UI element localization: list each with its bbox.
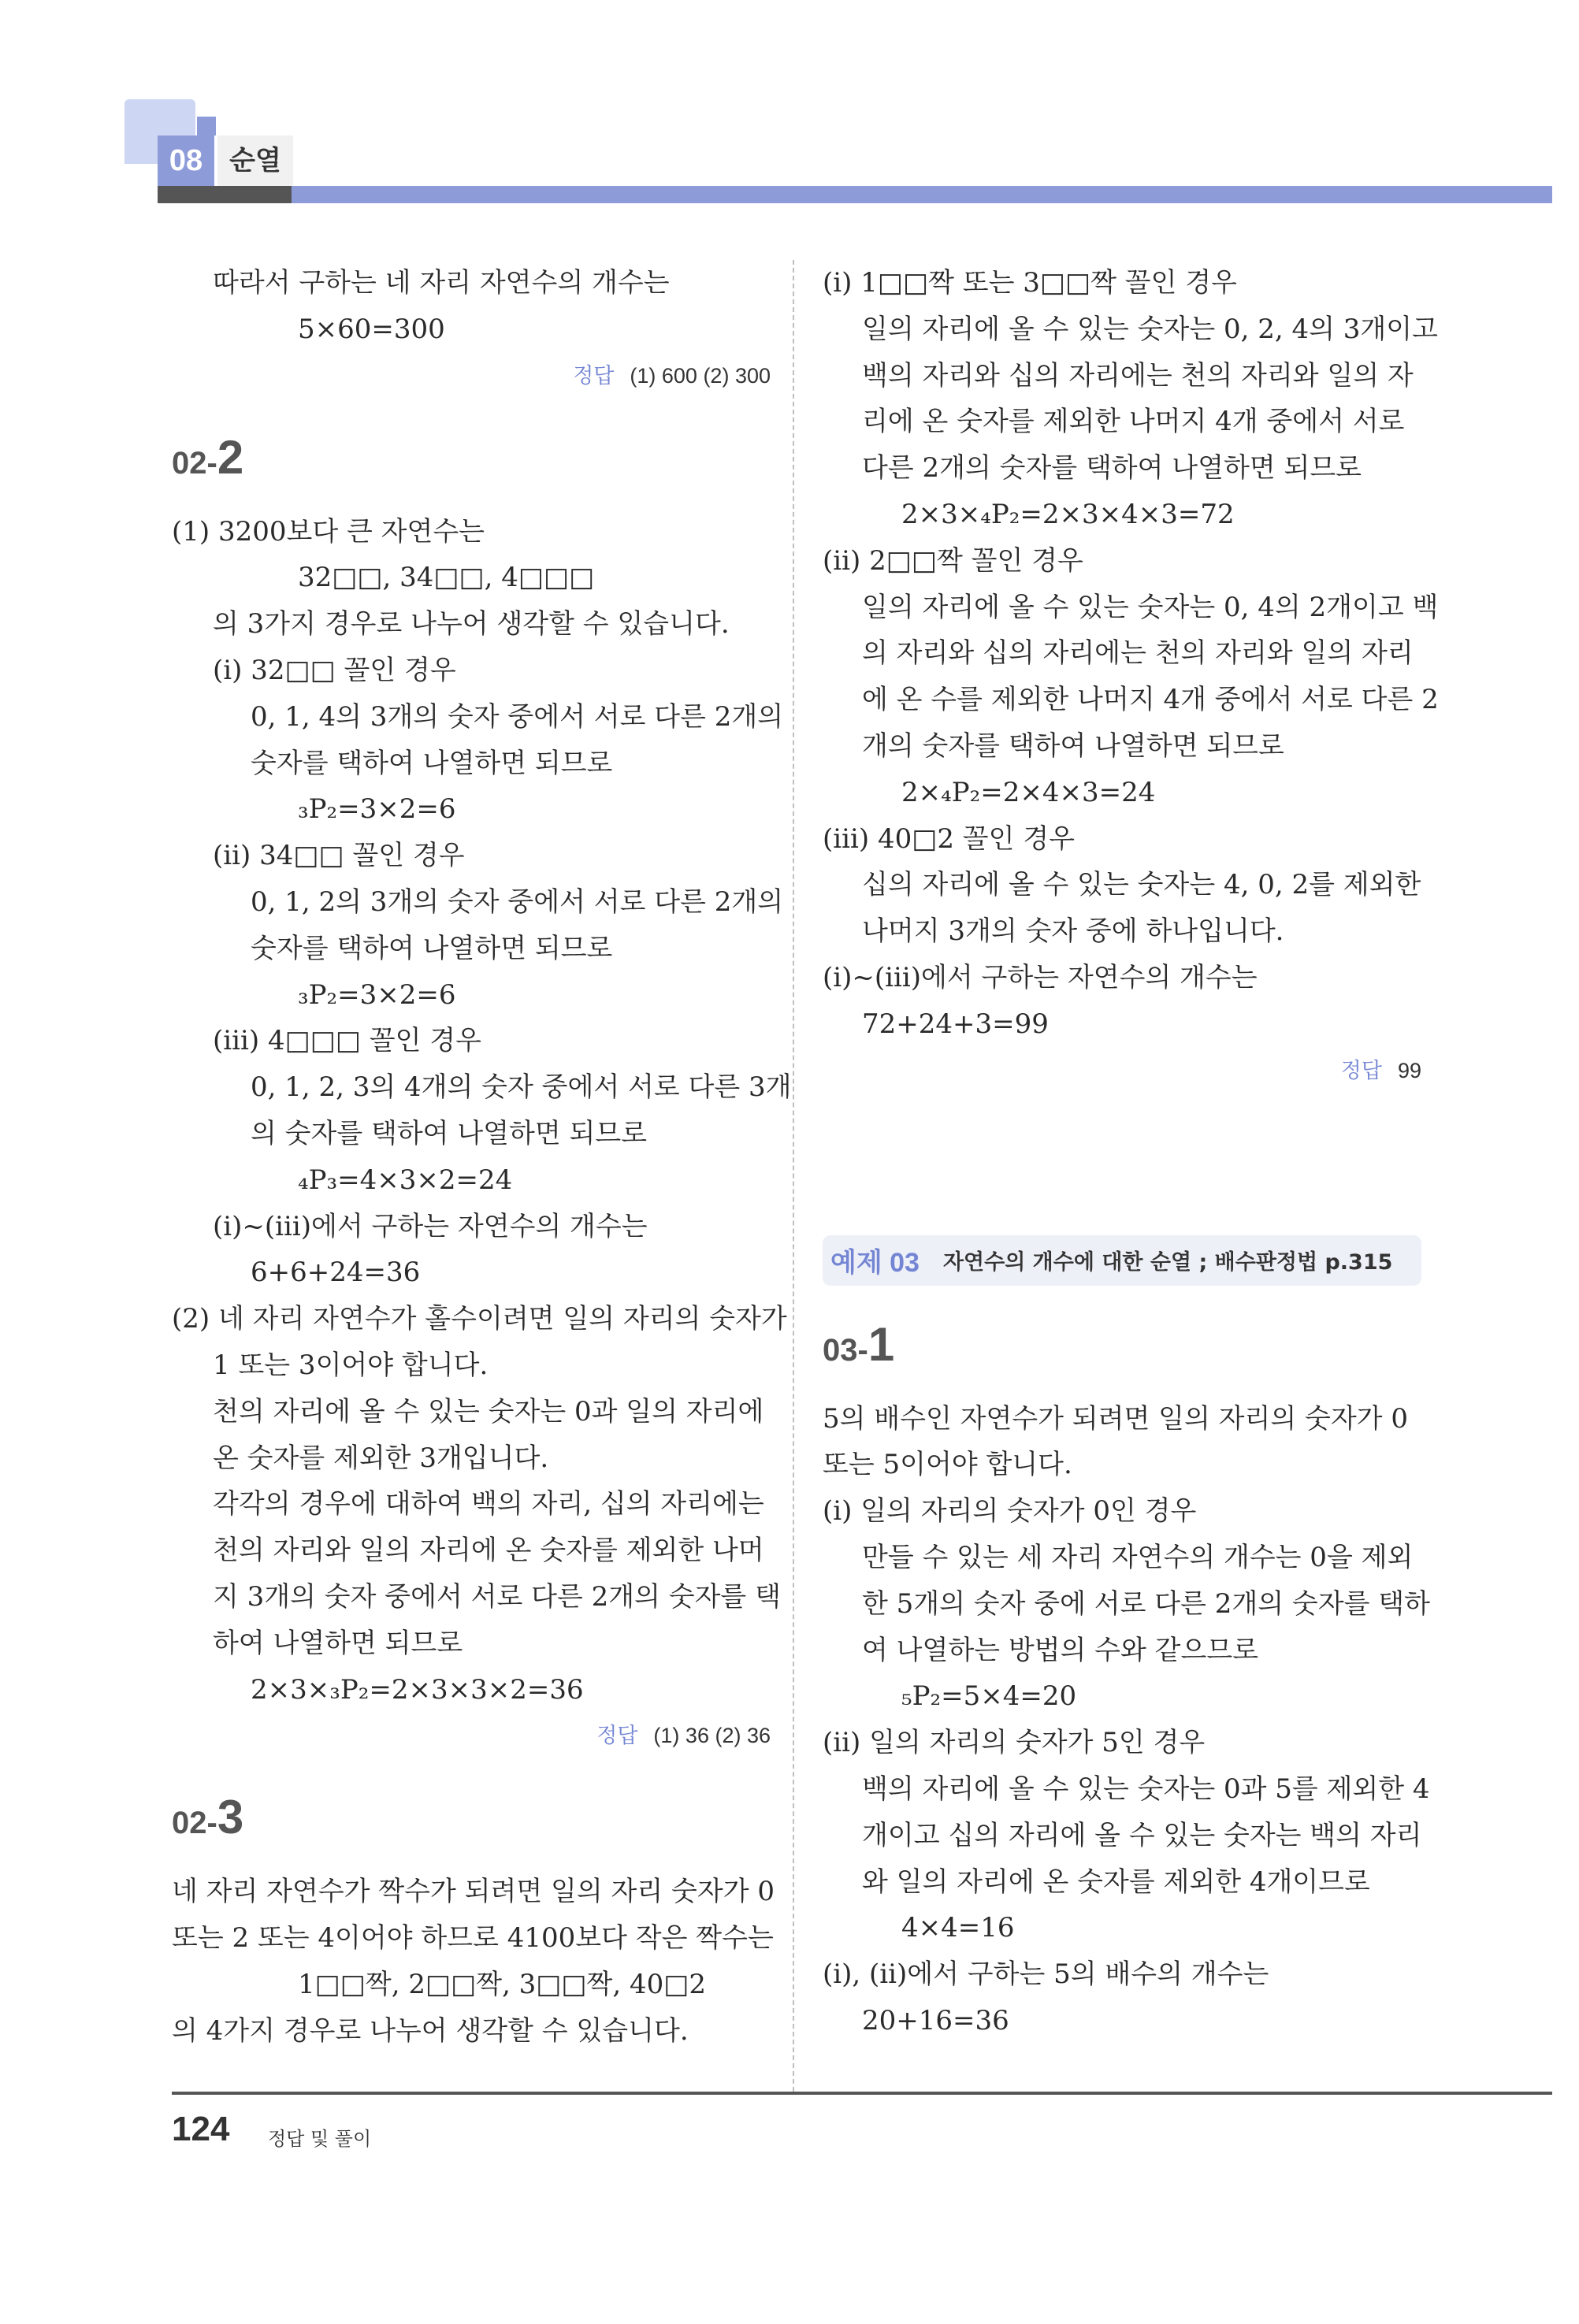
answer-line <box>823 1048 1421 1093</box>
page-number: 124 <box>172 2110 230 2148</box>
text-line: (1) 3200보다 큰 자연수는 <box>172 515 485 548</box>
case-heading: (ⅱ) 34□□ 꼴인 경우 <box>213 840 465 872</box>
text-line: 리에 온 숫자를 제외한 나머지 4개 중에서 서로 <box>862 406 1405 438</box>
header-bar <box>158 186 1552 203</box>
text-line: 5의 배수인 자연수가 되려면 일의 자리의 숫자가 0 <box>823 1402 1408 1435</box>
text-line: 다른 2개의 숫자를 택하여 나열하면 되므로 <box>862 452 1362 484</box>
text-line: 1 또는 3이어야 합니다. <box>213 1349 489 1381</box>
text-line: (ⅰ)~(ⅲ)에서 구하는 자연수의 개수는 <box>213 1210 648 1242</box>
formula-line: 5×60=300 <box>298 313 445 345</box>
text-line: 일의 자리에 올 수 있는 숫자는 0, 2, 4의 3개이고 <box>862 313 1438 345</box>
text-line: 0, 1, 2의 3개의 숫자 중에서 서로 다른 2개의 <box>251 885 784 918</box>
formula-line: 2×3×₄P₂=2×3×4×3=72 <box>901 498 1235 530</box>
example-header <box>823 1235 1421 1286</box>
text-line: 또는 2 또는 4이어야 하므로 4100보다 작은 짝수는 <box>172 1922 774 1955</box>
text-line: 여 나열하는 방법의 수와 같으므로 <box>862 1634 1259 1666</box>
problem-number: 02-3 <box>172 1791 244 1844</box>
text-line: 의 숫자를 택하여 나열하면 되므로 <box>251 1117 648 1149</box>
text-line: 에 온 수를 제외한 나머지 4개 중에서 서로 다른 2 <box>862 684 1439 716</box>
answer-label: 정답 <box>573 363 615 388</box>
spacer <box>823 1093 1421 1235</box>
formula-line: ₄P₃=4×3×2=24 <box>298 1164 513 1196</box>
formula-line: ₅P₂=5×4=20 <box>901 1680 1077 1713</box>
answer-line <box>172 353 771 399</box>
text-line: 개의 숫자를 택하여 나열하면 되므로 <box>862 729 1284 762</box>
text-line: 개이고 십의 자리에 올 수 있는 숫자는 백의 자리 <box>862 1819 1422 1851</box>
header-corner <box>197 117 216 136</box>
header-bar-accent <box>158 186 292 203</box>
case-heading: (ⅰ) 32□□ 꼴인 경우 <box>213 654 456 686</box>
formula-line: ₃P₂=3×2=6 <box>298 793 456 826</box>
text-line: 백의 자리와 십의 자리에는 천의 자리와 일의 자 <box>862 359 1414 392</box>
problem-number: 03-1 <box>823 1317 895 1371</box>
formula-line: 2×3×₃P₂=2×3×3×2=36 <box>251 1673 584 1706</box>
text-line: 한 5개의 숫자 중에 서로 다른 2개의 숫자를 택하 <box>862 1587 1430 1620</box>
answer-text: (1) 600 (2) 300 <box>630 363 771 388</box>
text-line: 일의 자리에 올 수 있는 숫자는 0, 4의 2개이고 백 <box>862 591 1439 623</box>
answer-text: (1) 36 (2) 36 <box>653 1724 771 1748</box>
answer-line <box>172 1713 771 1758</box>
text-line: 십의 자리에 올 수 있는 숫자는 4, 0, 2를 제외한 <box>862 869 1421 901</box>
text-line: 의 3가지 경우로 나누어 생각할 수 있습니다. <box>213 608 730 640</box>
formula-line: 4×4=16 <box>901 1912 1015 1944</box>
formula-line: 72+24+3=99 <box>862 1008 1049 1040</box>
text-line: 0, 1, 2, 3의 4개의 숫자 중에서 서로 다른 3개 <box>251 1071 792 1104</box>
text-line: 각각의 경우에 대하여 백의 자리, 십의 자리에는 <box>213 1488 764 1520</box>
text-line: (2) 네 자리 자연수가 홀수이려면 일의 자리의 숫자가 <box>172 1303 787 1335</box>
text-line: 0, 1, 4의 3개의 숫자 중에서 서로 다른 2개의 <box>251 700 784 733</box>
text-line: (ⅰ), (ⅱ)에서 구하는 5의 배수의 개수는 <box>823 1958 1269 1991</box>
formula-line: 6+6+24=36 <box>251 1257 421 1289</box>
case-heading: (ⅱ) 2□□짝 꼴인 경우 <box>823 544 1083 577</box>
text-line: 하여 나열하면 되므로 <box>213 1627 463 1659</box>
formula-line: ₃P₂=3×2=6 <box>298 978 456 1011</box>
text-line: 천의 자리와 일의 자리에 온 숫자를 제외한 나머 <box>213 1535 764 1567</box>
example-title: 자연수의 개수에 대한 순열 ; 배수판정법 p.315 <box>942 1250 1393 1275</box>
case-heading: (ⅲ) 40□2 꼴인 경우 <box>823 822 1075 855</box>
text-line: 백의 자리에 올 수 있는 숫자는 0과 5를 제외한 4 <box>862 1773 1430 1805</box>
answer-label: 정답 <box>1340 1058 1382 1082</box>
case-heading: (ⅰ) 1□□짝 또는 3□□짝 꼴인 경우 <box>823 267 1237 299</box>
text-line: (ⅰ)~(ⅲ)에서 구하는 자연수의 개수는 <box>823 961 1258 993</box>
text-line: 의 자리와 십의 자리에는 천의 자리와 일의 자리 <box>862 637 1414 670</box>
text-line: 나머지 3개의 숫자 중에 하나입니다. <box>862 915 1284 948</box>
text-line: 천의 자리에 올 수 있는 숫자는 0과 일의 자리에 <box>213 1395 764 1427</box>
problem-number: 02-2 <box>172 430 244 484</box>
formula-line: 32□□, 34□□, 4□□□ <box>298 562 595 594</box>
column-divider <box>793 260 794 2092</box>
example-tag: 예제 03 <box>830 1248 920 1279</box>
text-line: 의 4가지 경우로 나누어 생각할 수 있습니다. <box>172 2014 689 2047</box>
case-heading: (ⅰ) 일의 자리의 숫자가 0인 경우 <box>823 1495 1197 1528</box>
text-line: 따라서 구하는 네 자리 자연수의 개수는 <box>213 267 670 299</box>
text-line: 온 숫자를 제외한 3개입니다. <box>213 1442 549 1474</box>
left-column <box>172 260 792 2055</box>
footer-rule <box>172 2092 1552 2095</box>
text-line: 또는 5이어야 합니다. <box>823 1449 1072 1481</box>
right-column <box>823 260 1439 2044</box>
answer-label: 정답 <box>596 1724 638 1748</box>
text-line: 숫자를 택하여 나열하면 되므로 <box>251 932 613 964</box>
text-line: 만들 수 있는 세 자리 자연수의 개수는 0을 제외 <box>862 1541 1414 1573</box>
text-line: 네 자리 자연수가 짝수가 되려면 일의 자리 숫자가 0 <box>172 1876 775 1908</box>
text-line: 와 일의 자리에 온 숫자를 제외한 4개이므로 <box>862 1866 1370 1898</box>
case-heading: (ⅱ) 일의 자리의 숫자가 5인 경우 <box>823 1727 1206 1759</box>
footer-label: 정답 및 풀이 <box>268 2128 372 2150</box>
case-heading: (ⅲ) 4□□□ 꼴인 경우 <box>213 1025 481 1057</box>
chapter-number: 08 <box>158 136 214 186</box>
formula-line: 2×₄P₂=2×4×3=24 <box>901 776 1156 808</box>
chapter-title: 순열 <box>217 136 293 186</box>
text-line: 숫자를 택하여 나열하면 되므로 <box>251 747 613 779</box>
formula-line: 20+16=36 <box>862 2004 1009 2036</box>
answer-text: 99 <box>1397 1058 1421 1082</box>
formula-line: 1□□짝, 2□□짝, 3□□짝, 40□2 <box>298 1968 707 2000</box>
text-line: 지 3개의 숫자 중에서 서로 다른 2개의 숫자를 택 <box>213 1580 781 1613</box>
